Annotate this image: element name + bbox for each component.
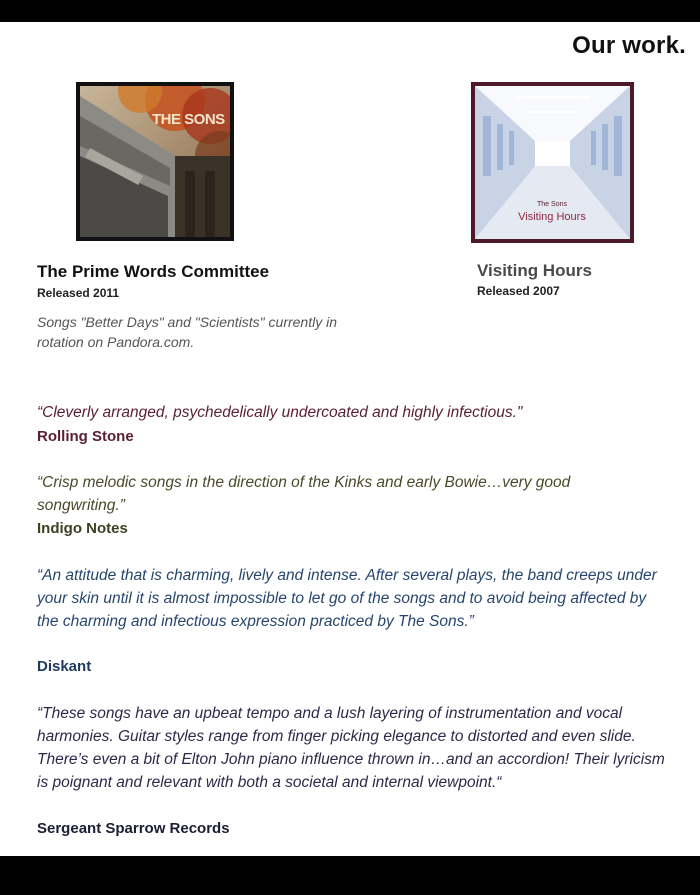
page-title: Our work. bbox=[572, 32, 686, 59]
review-quote: “Cleverly arranged, psychedelically undercoated and highly infectious." bbox=[37, 404, 523, 421]
album-cover-prime-words[interactable] bbox=[76, 82, 234, 241]
review-quote: “An attitude that is charming, lively and intense. After several plays, the band creeps under your skin until it is almost impossible to let go of the songs and to avoid being affected by the charming and infectious expression practiced by The Sons.” bbox=[37, 567, 657, 630]
cover-album-text: Visiting Hours bbox=[518, 211, 586, 223]
review-source: Rolling Stone bbox=[37, 428, 134, 445]
album-release-date: Released 2007 bbox=[477, 284, 560, 298]
cover-band-text: The Sons bbox=[537, 201, 567, 208]
album-cover-art bbox=[475, 86, 630, 239]
bottom-black-bar bbox=[0, 856, 700, 895]
review-quote: “Crisp melodic songs in the direction of the Kinks and early Bowie…very good songwriting.” bbox=[37, 474, 571, 514]
album-cover-visiting-hours[interactable] bbox=[471, 82, 634, 243]
top-black-bar bbox=[0, 0, 700, 22]
album-note: Songs "Better Days" and "Scientists" currently in rotation on Pandora.com. bbox=[37, 314, 338, 350]
album-release-date: Released 2011 bbox=[37, 286, 120, 300]
cover-band-text: THE SONS bbox=[152, 111, 225, 128]
review-quote: “These songs have an upbeat tempo and a lush layering of instrumentation and vocal harmonies. Guitar styles range from finger picking elegance to distorted and even slide. There’s even a bit of Elton John piano influence thrown in…and an accordion! Their lyricism is poignant and relevant with both a societal and internal viewpoint.“ bbox=[37, 705, 665, 791]
album-cover-art bbox=[80, 86, 230, 237]
page bbox=[0, 22, 700, 856]
review-source: Sergeant Sparrow Records bbox=[37, 820, 230, 837]
review-source: Indigo Notes bbox=[37, 520, 128, 537]
album-title: Visiting Hours bbox=[477, 261, 592, 280]
album-title: The Prime Words Committee bbox=[37, 262, 270, 281]
review-source: Diskant bbox=[37, 658, 92, 675]
